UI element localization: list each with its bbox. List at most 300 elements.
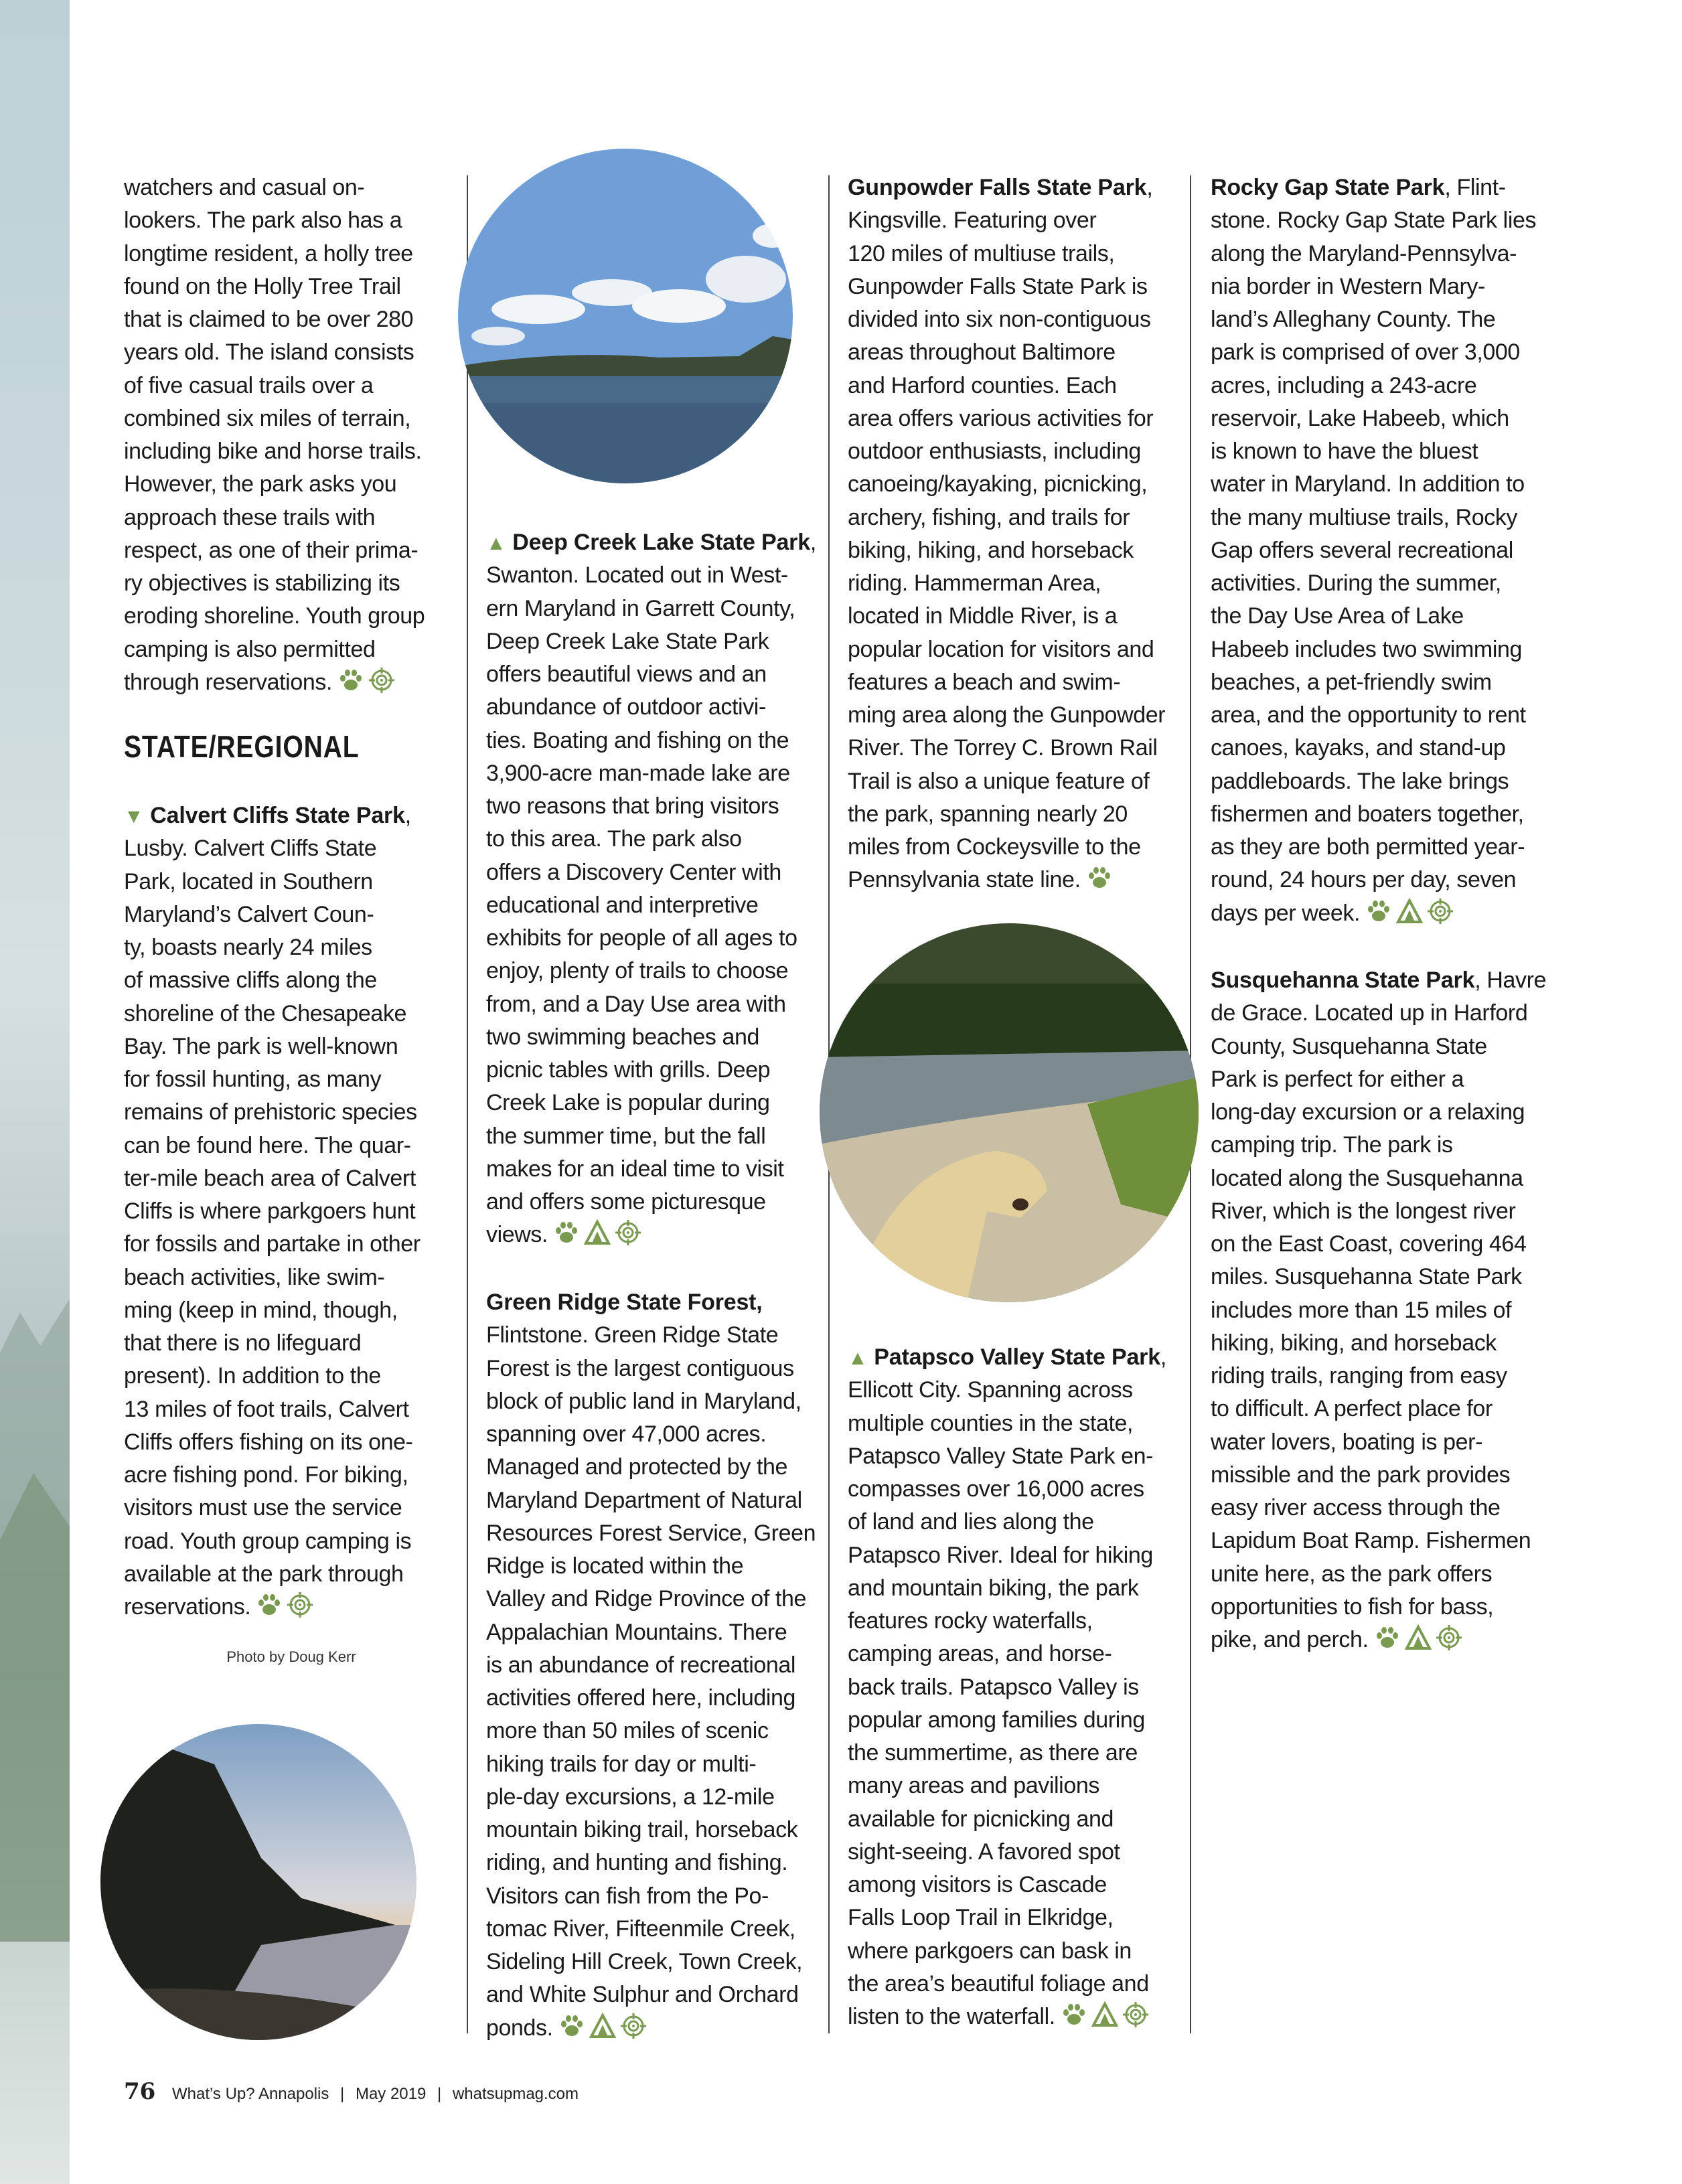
- text-line-content: that is claimed to be over 280: [124, 307, 414, 332]
- text-line: [1211, 435, 1536, 468]
- text-line: [124, 1096, 420, 1129]
- entry-title-line: [486, 1286, 816, 1319]
- park-entry-deep-creek-lake: [486, 526, 816, 1252]
- text-line: [1211, 1591, 1546, 1624]
- text-line-content: hiking, biking, and horseback: [1211, 1330, 1497, 1356]
- text-line-content: from, and a Day Use area with: [486, 991, 786, 1017]
- text-line-content: activities. During the summer,: [1211, 570, 1501, 596]
- text-line-content: Park, located in Southern: [124, 868, 373, 894]
- text-line: [124, 204, 425, 237]
- text-line-content: camping areas, and horse-: [848, 1641, 1112, 1667]
- text-line: [848, 270, 1165, 303]
- text-line-content: 13 miles of foot trails, Calvert: [124, 1396, 409, 1422]
- text-line: [848, 435, 1165, 468]
- amenity-icons: [256, 1591, 317, 1628]
- text-line: [848, 699, 1165, 732]
- text-line: [1211, 1261, 1546, 1294]
- text-line: [848, 1440, 1166, 1473]
- paw-icon: [1086, 871, 1117, 896]
- text-line-content: fishermen and boaters together,: [1211, 801, 1524, 827]
- text-line-content: acres, including a 243-acre: [1211, 372, 1477, 398]
- text-line: [486, 1054, 816, 1087]
- amenity-icons: [1061, 2001, 1153, 2037]
- target-icon: [368, 674, 399, 699]
- paw-icon: [1374, 1631, 1405, 1656]
- text-line-content: combined six miles of terrain,: [124, 405, 411, 431]
- text-line-content: the Day Use Area of Lake: [1211, 603, 1464, 629]
- text-line: [848, 1935, 1166, 1968]
- text-line-content: where parkgoers can bask in: [848, 1938, 1132, 1964]
- text-line-content: is known to have the bluest: [1211, 439, 1478, 464]
- text-line-content: Bay. The park is well-known: [124, 1033, 398, 1059]
- text-line: [848, 303, 1165, 336]
- text-line: [1211, 633, 1536, 666]
- text-line: [1211, 897, 1536, 930]
- park-name-suffix: ,: [404, 803, 411, 828]
- text-line-content: Kingsville. Featuring over: [848, 208, 1097, 234]
- paw-icon: [1061, 2008, 1091, 2033]
- text-line: [486, 1087, 816, 1119]
- amenity-icons: [558, 2013, 651, 2049]
- text-line: [486, 1186, 816, 1219]
- text-line: [124, 1261, 420, 1294]
- text-line-content: 120 miles of multiuse trails,: [848, 240, 1115, 266]
- text-line-content: block of public land in Maryland,: [486, 1388, 801, 1414]
- text-line: [848, 204, 1165, 237]
- text-line: [1211, 1195, 1546, 1228]
- text-line: [848, 1572, 1166, 1605]
- amenity-icons: [1086, 864, 1117, 901]
- text-line: [486, 1682, 816, 1715]
- text-line-content: Gap offers several recreational: [1211, 537, 1513, 563]
- text-line-content: along the Maryland-Pennsylva-: [1211, 240, 1517, 266]
- text-line-content: multiple counties in the state,: [848, 1410, 1134, 1436]
- target-icon: [1436, 1631, 1466, 1656]
- text-line-content: available for picnicking and: [848, 1806, 1114, 1832]
- text-line: [848, 1704, 1166, 1737]
- tent-icon: [1396, 905, 1427, 930]
- text-line-content: views.: [486, 1222, 548, 1248]
- text-line: [486, 1451, 816, 1484]
- text-line: [486, 1715, 816, 1747]
- text-line-content: and offers some picturesque: [486, 1189, 766, 1215]
- text-line: [1211, 501, 1536, 534]
- text-line-content: available at the park through: [124, 1561, 404, 1587]
- text-line-content: listen to the waterfall.: [848, 2004, 1055, 2029]
- text-line-content: Forest is the largest contiguous: [486, 1355, 794, 1381]
- text-line: [848, 1374, 1166, 1407]
- paw-icon: [553, 1226, 584, 1251]
- text-line-content: Resources Forest Service, Green: [486, 1520, 816, 1546]
- text-line: [848, 1539, 1166, 1572]
- text-line: [1211, 864, 1536, 896]
- entry-title-line: [486, 526, 816, 559]
- text-line-content: ern Maryland in Garrett County,: [486, 595, 795, 621]
- text-line: [1211, 270, 1536, 303]
- text-line: [124, 238, 425, 270]
- text-line-content: lookers. The park also has a: [124, 208, 402, 234]
- text-line: [486, 1385, 816, 1418]
- entry-title-line: [848, 171, 1165, 204]
- paw-icon: [337, 674, 368, 699]
- text-line: [124, 1591, 420, 1624]
- text-line: [1211, 1228, 1546, 1261]
- text-line: [848, 402, 1165, 435]
- text-line-content: ry objectives is stabilizing its: [124, 570, 400, 596]
- text-line: [848, 468, 1165, 501]
- entry-title-line: [1211, 171, 1536, 204]
- text-line-content: Sideling Hill Creek, Town Creek,: [486, 1949, 803, 1974]
- entry-title-line: [124, 799, 420, 832]
- text-line: [124, 1195, 420, 1228]
- page-footer: [124, 2078, 579, 2105]
- text-line: [124, 1360, 420, 1393]
- text-line: [848, 370, 1165, 402]
- text-line-content: and Harford counties. Each: [848, 372, 1117, 398]
- photo-caption: Photo by Doug Kerr: [226, 1648, 356, 1665]
- text-line: [1211, 534, 1536, 567]
- text-line: [1211, 1063, 1546, 1096]
- park-name: Gunpowder Falls State Park: [848, 175, 1147, 200]
- text-line-content: of land and lies along the: [848, 1509, 1094, 1535]
- text-line-content: reservations.: [124, 1594, 251, 1620]
- text-line: [486, 1021, 816, 1054]
- text-line: [486, 922, 816, 955]
- text-line: [1211, 1129, 1546, 1162]
- text-line: [848, 1836, 1166, 1869]
- text-line: [1211, 600, 1536, 633]
- text-line-content: sight-seeing. A favored spot: [848, 1839, 1120, 1865]
- text-line-content: many areas and pavilions: [848, 1773, 1099, 1799]
- text-line: [486, 1814, 816, 1847]
- text-line: [486, 1880, 816, 1913]
- text-line-content: offers beautiful views and an: [486, 661, 767, 687]
- text-line-content: canoes, kayaks, and stand-up: [1211, 735, 1506, 761]
- text-line: [486, 1517, 816, 1550]
- text-line-content: located along the Susquehanna: [1211, 1165, 1523, 1191]
- text-line-content: features rocky waterfalls,: [848, 1608, 1093, 1634]
- park-entry-patapsco-valley: [848, 1341, 1166, 2033]
- text-line-content: de Grace. Located up in Harford: [1211, 1000, 1528, 1026]
- text-line: [1211, 1327, 1546, 1360]
- text-line-content: unite here, as the park offers: [1211, 1561, 1493, 1587]
- footer-separator: |: [437, 2085, 442, 2103]
- text-line: [124, 899, 420, 931]
- page-number: 76: [124, 2078, 156, 2105]
- text-line-content: Ellicott City. Spanning across: [848, 1377, 1133, 1403]
- amenity-icons: [337, 667, 399, 703]
- text-line-content: 3,900-acre man-made lake are: [486, 760, 790, 786]
- text-line-content: canoeing/kayaking, picnicking,: [848, 471, 1148, 497]
- text-line: [124, 1294, 420, 1327]
- text-line-content: easy river access through the: [1211, 1495, 1501, 1520]
- text-line: [486, 856, 816, 889]
- deep-creek-lake-photo: [458, 149, 793, 483]
- text-line: [486, 1319, 816, 1352]
- text-line-content: more than 50 miles of scenic: [486, 1718, 769, 1744]
- amenity-icons: [1374, 1624, 1466, 1660]
- text-line-content: ties. Boating and fishing on the: [486, 727, 789, 753]
- text-line: [1211, 567, 1536, 600]
- text-line: [848, 534, 1165, 567]
- text-line-content: is an abundance of recreational: [486, 1652, 796, 1678]
- text-line: [124, 303, 425, 336]
- text-line-content: miles from Cockeysville to the: [848, 834, 1141, 860]
- text-line: [124, 1525, 420, 1558]
- text-line-content: days per week.: [1211, 900, 1361, 926]
- text-line-content: opportunities to fish for bass,: [1211, 1593, 1494, 1620]
- text-line: [124, 832, 420, 865]
- text-line-content: beach activities, like swim-: [124, 1264, 385, 1290]
- text-line: [486, 1550, 816, 1583]
- text-line: [486, 889, 816, 922]
- tent-icon: [584, 1226, 615, 1251]
- text-line: [124, 666, 425, 699]
- text-line: [486, 955, 816, 988]
- text-line-content: Falls Loop Trail in Elkridge,: [848, 1905, 1114, 1931]
- text-line: [124, 1162, 420, 1195]
- text-line-content: Patapsco River. Ideal for hiking: [848, 1542, 1153, 1568]
- entry-title-line: [1211, 964, 1546, 997]
- park-name: Susquehanna State Park: [1211, 967, 1475, 993]
- text-line: [486, 559, 816, 592]
- text-line-content: present). In addition to the: [124, 1363, 381, 1389]
- text-line: [486, 625, 816, 658]
- text-line: [848, 1968, 1166, 2001]
- text-line-content: two swimming beaches and: [486, 1024, 760, 1050]
- text-line-content: to this area. The park also: [486, 826, 742, 852]
- text-line: [1211, 798, 1536, 831]
- text-line-content: as they are both permitted year-: [1211, 834, 1525, 860]
- text-line: [486, 757, 816, 790]
- text-line-content: exhibits for people of all ages to: [486, 925, 797, 951]
- text-line: [848, 2001, 1166, 2033]
- text-line: [124, 534, 425, 567]
- text-line: [1211, 468, 1536, 501]
- text-line: [1211, 1162, 1546, 1195]
- text-line: [848, 633, 1165, 666]
- target-icon: [1122, 2008, 1153, 2033]
- text-line-content: water in Maryland. In addition to: [1211, 471, 1525, 497]
- text-line: [124, 171, 425, 204]
- text-line-content: abundance of outdoor activi-: [486, 694, 766, 720]
- text-line-content: beaches, a pet-friendly swim: [1211, 669, 1492, 695]
- text-line-content: the park, spanning nearly 20: [848, 801, 1128, 827]
- text-line: [124, 1426, 420, 1459]
- text-line: [1211, 1525, 1546, 1557]
- text-line: [486, 1219, 816, 1251]
- text-line-content: Managed and protected by the: [486, 1454, 788, 1480]
- text-line: [124, 1228, 420, 1261]
- text-line: [1211, 732, 1536, 765]
- text-line: [486, 724, 816, 757]
- park-entry-rocky-gap: [1211, 171, 1536, 930]
- text-line-content: ty, boasts nearly 24 miles: [124, 935, 372, 960]
- text-line-content: longtime resident, a holly tree: [124, 240, 413, 266]
- intro-paragraph: [124, 171, 425, 699]
- text-line-content: picnic tables with grills. Deep: [486, 1057, 771, 1083]
- text-line-content: Maryland Department of Natural: [486, 1487, 802, 1513]
- text-line: [848, 501, 1165, 534]
- park-name: Green Ridge State Forest,: [486, 1290, 763, 1315]
- text-line-content: educational and interpretive: [486, 892, 759, 918]
- triangle-up-icon: ▲: [486, 532, 506, 554]
- text-line-content: water lovers, boating is per-: [1211, 1429, 1483, 1455]
- text-line-content: However, the park asks you: [124, 471, 397, 497]
- text-line-content: River, which is the longest river: [1211, 1198, 1516, 1224]
- text-line: [486, 1583, 816, 1616]
- text-line-content: visitors must use the service: [124, 1495, 402, 1521]
- text-line-content: Trail is also a unique feature of: [848, 768, 1150, 794]
- text-line-content: of massive cliffs along the: [124, 967, 377, 994]
- text-line-content: ming area along the Gunpowder: [848, 702, 1166, 728]
- text-line-content: respect, as one of their prima-: [124, 537, 418, 563]
- text-line: [124, 270, 425, 303]
- park-entry-green-ridge: [486, 1286, 816, 2045]
- text-line-content: tomac River, Fifteenmile Creek,: [486, 1916, 795, 1942]
- text-line: [1211, 1492, 1546, 1525]
- issue-date: May 2019: [355, 2085, 427, 2103]
- amenity-icons: [553, 1219, 645, 1255]
- text-line: [848, 238, 1165, 270]
- text-line-content: and White Sulphur and Orchard: [486, 1982, 799, 2008]
- text-line-content: two reasons that bring visitors: [486, 793, 779, 819]
- text-line-content: County, Susquehanna State: [1211, 1033, 1487, 1059]
- paw-icon: [558, 2019, 589, 2045]
- text-line-content: riding trails, ranging from easy: [1211, 1363, 1507, 1389]
- text-line: [486, 1153, 816, 1186]
- park-name: Calvert Cliffs State Park: [150, 803, 405, 828]
- text-line: [124, 1129, 420, 1162]
- target-icon: [287, 1598, 317, 1624]
- target-icon: [615, 1226, 645, 1251]
- text-line: [1211, 1459, 1546, 1492]
- text-line-content: acre fishing pond. For biking,: [124, 1462, 408, 1488]
- text-line: [486, 691, 816, 724]
- text-line-content: Habeeb includes two swimming: [1211, 636, 1523, 662]
- target-icon: [620, 2019, 651, 2045]
- text-line: [486, 1946, 816, 1978]
- text-line: [848, 798, 1165, 831]
- text-line: [848, 567, 1165, 600]
- text-line: [848, 1506, 1166, 1539]
- text-line: [848, 1671, 1166, 1704]
- text-line: [1211, 238, 1536, 270]
- text-line-content: Lusby. Calvert Cliffs State: [124, 836, 377, 862]
- text-line-content: mountain biking trail, horseback: [486, 1817, 798, 1843]
- text-line: [848, 831, 1165, 864]
- text-line-content: found on the Holly Tree Trail: [124, 273, 401, 299]
- text-line-content: the summer time, but the fall: [486, 1123, 766, 1149]
- text-line: [1211, 336, 1536, 369]
- text-line: [124, 1030, 420, 1063]
- text-line: [1211, 1096, 1546, 1129]
- text-line-content: Cliffs is where parkgoers hunt: [124, 1198, 416, 1224]
- park-name-suffix: ,: [1146, 175, 1153, 200]
- text-line-content: enjoy, plenty of trails to choose: [486, 958, 789, 984]
- text-line-content: through reservations.: [124, 669, 332, 695]
- text-line-content: popular location for visitors and: [848, 636, 1154, 662]
- park-entry-susquehanna: [1211, 964, 1546, 1656]
- text-line-content: to difficult. A perfect place for: [1211, 1396, 1493, 1422]
- text-line-content: road. Youth group camping is: [124, 1528, 412, 1554]
- text-line-content: biking, hiking, and horseback: [848, 537, 1134, 563]
- text-line: [1211, 699, 1536, 732]
- park-name-suffix: ,: [1160, 1344, 1166, 1370]
- text-line: [124, 998, 420, 1030]
- text-line-content: on the East Coast, covering 464: [1211, 1231, 1527, 1257]
- text-line-content: stone. Rocky Gap State Park lies: [1211, 208, 1537, 234]
- text-line: [848, 1407, 1166, 1440]
- text-line-content: Maryland’s Calvert Coun-: [124, 901, 374, 927]
- text-line: [848, 666, 1165, 699]
- text-line-content: archery, fishing, and trails for: [848, 504, 1130, 530]
- paw-icon: [256, 1598, 287, 1624]
- text-line: [1211, 765, 1536, 798]
- amenity-icons: [1365, 898, 1458, 934]
- text-line: [848, 732, 1165, 765]
- text-line: [124, 600, 425, 633]
- footer-separator: |: [340, 2085, 345, 2103]
- text-line-content: pike, and perch.: [1211, 1627, 1369, 1652]
- triangle-up-icon: ▲: [848, 1347, 868, 1369]
- text-line-content: riding. Hammerman Area,: [848, 570, 1101, 596]
- text-line: [848, 1869, 1166, 1901]
- text-line: [848, 600, 1165, 633]
- text-line: [124, 633, 425, 666]
- text-line: [486, 1484, 816, 1517]
- text-line-content: located in Middle River, is a: [848, 603, 1118, 629]
- text-line: [1211, 997, 1546, 1030]
- text-line: [486, 1978, 816, 2011]
- text-line: [486, 2012, 816, 2045]
- website-link[interactable]: whatsupmag.com: [452, 2085, 579, 2103]
- text-line-content: paddleboards. The lake brings: [1211, 768, 1509, 794]
- text-line-content: for fossils and partake in other: [124, 1231, 420, 1257]
- text-line: [124, 1393, 420, 1426]
- text-line: [124, 370, 425, 402]
- text-line-content: long-day excursion or a relaxing: [1211, 1099, 1525, 1125]
- text-line: [486, 790, 816, 823]
- triangle-down-icon: ▼: [124, 805, 144, 828]
- text-line-content: for fossil hunting, as many: [124, 1067, 382, 1092]
- text-line-content: round, 24 hours per day, seven: [1211, 867, 1517, 893]
- text-line-content: camping is also permitted: [124, 636, 376, 662]
- text-line-content: and mountain biking, the park: [848, 1575, 1139, 1601]
- calvert-cliffs-photo: [100, 1724, 416, 2040]
- text-line: [1211, 666, 1536, 699]
- text-line-content: park is comprised of over 3,000: [1211, 339, 1520, 366]
- text-line-content: missible and the park provides: [1211, 1462, 1511, 1488]
- text-line-content: among visitors is Cascade: [848, 1872, 1107, 1897]
- text-line-content: hiking trails for day or multi-: [486, 1751, 757, 1777]
- text-line: [124, 468, 425, 501]
- text-line-content: Deep Creek Lake State Park: [486, 628, 769, 654]
- text-line: [124, 336, 425, 369]
- text-line: [486, 1748, 816, 1781]
- text-line: [1211, 303, 1536, 336]
- text-line: [486, 1913, 816, 1946]
- text-line-content: Lapidum Boat Ramp. Fishermen: [1211, 1528, 1531, 1554]
- text-line-content: areas throughout Baltimore: [848, 339, 1116, 366]
- text-line: [1211, 1294, 1546, 1327]
- text-line-content: riding, and hunting and fishing.: [486, 1850, 788, 1876]
- text-line: [124, 1063, 420, 1096]
- park-entry-calvert-cliffs: [124, 799, 420, 1624]
- tent-icon: [589, 2019, 620, 2045]
- park-name: Patapsco Valley State Park: [874, 1344, 1160, 1370]
- text-line: [486, 1352, 816, 1385]
